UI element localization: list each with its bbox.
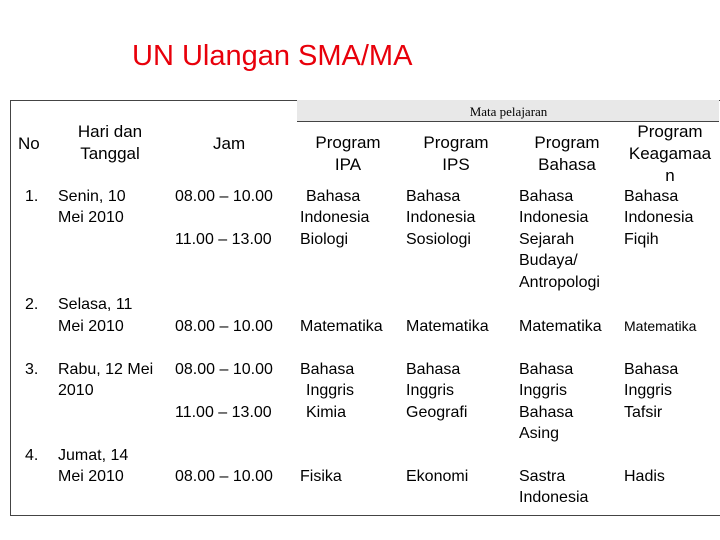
header-ipa-line2: IPA — [334, 155, 362, 174]
row-hari-line1: Senin, 10 — [58, 188, 126, 205]
row-no: 3. — [25, 361, 39, 378]
header-jam: Jam — [213, 134, 246, 153]
row-ipa: Fisika — [300, 468, 342, 485]
header-keagamaan-line3: n — [665, 166, 675, 185]
header-bahasa-line1: Program — [534, 133, 600, 152]
row-hari-line1: Selasa, 11 — [58, 296, 133, 313]
row-ipa: Matematika — [300, 318, 383, 335]
header-ipa-line1: Program — [315, 133, 381, 152]
row-bahasa: Matematika — [519, 318, 602, 335]
row-bahasa-line4: Budaya/ — [519, 252, 578, 269]
row-hari-line2: Mei 2010 — [58, 209, 124, 226]
row-ips: Matematika — [406, 318, 489, 335]
row-bahasa-line2: Indonesia — [519, 209, 589, 226]
row-keagamaan-line2: Indonesia — [624, 209, 694, 226]
row-ipa-line1: Bahasa — [306, 188, 361, 205]
row-keagamaan-line2: Inggris — [624, 382, 673, 399]
row-bahasa-line1: Sastra — [519, 468, 566, 485]
row-ips-line1: Bahasa — [406, 188, 461, 205]
row-bahasa-line1: Bahasa — [519, 188, 574, 205]
header-hari-line2: Tanggal — [80, 144, 140, 163]
row-hari-line1: Rabu, 12 Mei — [58, 361, 154, 378]
row-keagamaan-line3: Fiqih — [624, 231, 659, 248]
row-keagamaan: Hadis — [624, 468, 665, 485]
row-bahasa-line2: Indonesia — [519, 489, 589, 506]
row-keagamaan: Matematika — [624, 318, 697, 334]
row-jam2: 11.00 – 13.00 — [175, 404, 272, 421]
row-bahasa-line5: Antropologi — [519, 274, 600, 291]
row-no: 4. — [25, 447, 39, 464]
row-bahasa-line4: Asing — [519, 425, 560, 442]
header-keagamaan-line1: Program — [637, 122, 703, 141]
header-hari-line1: Hari dan — [77, 122, 143, 141]
row-hari-line2: 2010 — [58, 382, 94, 399]
row-hari-line1: Jumat, 14 — [58, 447, 129, 464]
row-jam1: 08.00 – 10.00 — [175, 318, 273, 335]
row-ips-line2: Indonesia — [406, 209, 476, 226]
row-ipa-line1: Bahasa — [300, 361, 355, 378]
row-ipa-line3: Biologi — [300, 231, 349, 248]
row-keagamaan-line1: Bahasa — [624, 188, 679, 205]
row-keagamaan-line3: Tafsir — [624, 404, 663, 421]
row-jam2: 11.00 – 13.00 — [175, 231, 272, 248]
row-ipa-line3: Kimia — [306, 404, 347, 421]
row-ips-line3: Geografi — [406, 404, 468, 421]
row-no: 1. — [25, 188, 39, 205]
row-bahasa-line3: Bahasa — [519, 404, 574, 421]
header-ips-line1: Program — [423, 133, 489, 152]
row-keagamaan-line1: Bahasa — [624, 361, 679, 378]
row-bahasa-line1: Bahasa — [519, 361, 574, 378]
row-jam1: 08.00 – 10.00 — [175, 361, 273, 378]
row-ips: Ekonomi — [406, 468, 469, 485]
row-ipa-line2: Indonesia — [300, 209, 370, 226]
page-title: UN Ulangan SMA/MA — [132, 40, 413, 72]
header-no: No — [18, 134, 40, 153]
row-ips-line3: Sosiologi — [406, 231, 471, 248]
row-hari-line2: Mei 2010 — [58, 468, 124, 485]
row-jam1: 08.00 – 10.00 — [175, 188, 273, 205]
row-bahasa-line3: Sejarah — [519, 231, 575, 248]
row-bahasa-line2: Inggris — [519, 382, 568, 399]
row-ips-line1: Bahasa — [406, 361, 461, 378]
row-jam1: 08.00 – 10.00 — [175, 468, 273, 485]
group-header-label: Mata pelajaran — [469, 104, 548, 119]
row-ipa-line2: Inggris — [306, 382, 355, 399]
row-hari-line2: Mei 2010 — [58, 318, 124, 335]
row-no: 2. — [25, 296, 39, 313]
header-bahasa-line2: Bahasa — [538, 155, 596, 174]
header-keagamaan-line2: Keagamaa — [628, 144, 712, 163]
row-ips-line2: Inggris — [406, 382, 455, 399]
header-ips-line2: IPS — [442, 155, 470, 174]
